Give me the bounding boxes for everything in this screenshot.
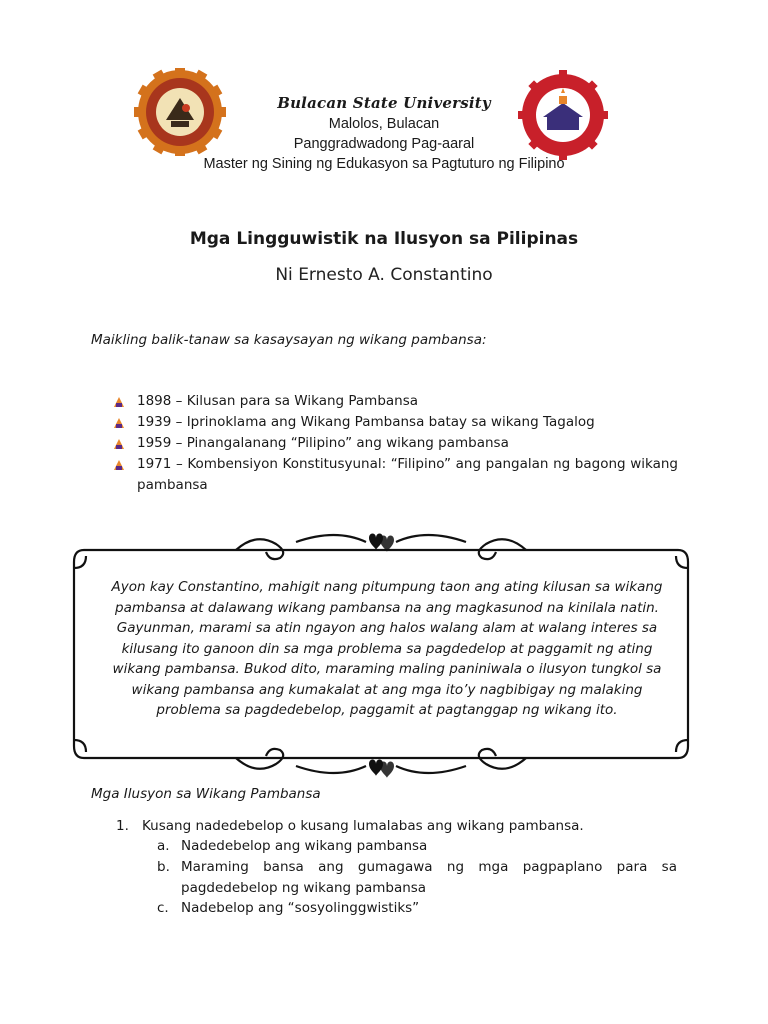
sub-list-text: Nadebelop ang “sosyolinggwistiks” bbox=[181, 900, 420, 916]
bullet-icon bbox=[112, 437, 126, 451]
sub-list-letter: a. bbox=[157, 838, 170, 854]
section-title: Mga Ilusyon sa Wikang Pambansa bbox=[91, 786, 321, 802]
university-name: Bulacan State University bbox=[277, 94, 491, 112]
program-name: Master ng Sining ng Edukasyon sa Pagtuturo ng Filipino bbox=[203, 156, 565, 172]
list-item-text: Kusang nadedebelop o kusang lumalabas ang wikang pambansa. bbox=[142, 818, 584, 834]
document-author: Ni Ernesto A. Constantino bbox=[275, 265, 493, 285]
sub-list-item bbox=[157, 836, 677, 857]
bullet-icon bbox=[112, 395, 126, 409]
document-title: Mga Lingguwistik na Ilusyon sa Pilipinas bbox=[189, 229, 579, 249]
timeline-item: 1959 – Pinangalanang “Pilipino” ang wikang pambansa bbox=[112, 433, 678, 454]
sub-list-text: Nadedebelop ang wikang pambansa bbox=[181, 838, 428, 854]
list-item bbox=[116, 816, 676, 836]
timeline-item: 1971 – Kombensiyon Konstitusyunal: “Filipino” ang pangalan ng bagong wikang pambansa bbox=[112, 454, 678, 496]
sub-list-letter: c. bbox=[157, 900, 169, 916]
intro-text: Maikling balik-tanaw sa kasaysayan ng wikang pambansa: bbox=[91, 332, 487, 348]
sub-list-item bbox=[157, 857, 677, 899]
constantino-quote: Ayon kay Constantino, mahigit nang pitumpung taon ang ating kilusan sa wikang pambansa at dalawang wikang pambansa na ang magkasunod na kinilala natin. Gayunman, marami sa atin ngayon ang halos walang alam at walang interes sa kilusang ito ganoon din sa mga problema sa pagdedelop at paggamit ng ating wikang pambansa. Bukod dito, maraming maling paniniwala o ilusyon tungkol sa wikang pambansa ang kumakalat at ang mga ito’y nagbibigay ng malaking problema sa pagdedebelop, paggamit at pagtanggap ng wikang ito. bbox=[111, 579, 663, 718]
bullet-icon bbox=[112, 416, 126, 430]
school-name: Panggradwadong Pag-aaral bbox=[293, 136, 475, 152]
sub-list-letter: b. bbox=[157, 859, 170, 875]
timeline-list bbox=[112, 391, 678, 496]
campus-location: Malolos, Bulacan bbox=[328, 116, 440, 132]
list-number: 1. bbox=[116, 818, 129, 834]
timeline-item: 1939 – Iprinoklama ang Wikang Pambansa batay sa wikang Tagalog bbox=[112, 412, 678, 433]
timeline-item: 1898 – Kilusan para sa Wikang Pambansa bbox=[112, 391, 678, 412]
sub-list-item bbox=[157, 898, 677, 919]
bullet-icon bbox=[112, 458, 126, 472]
sub-list-text: Maraming bansa ang gumagawa ng mga pagpaplano para sa pagdedebelop ng wikang pambansa bbox=[181, 859, 677, 896]
